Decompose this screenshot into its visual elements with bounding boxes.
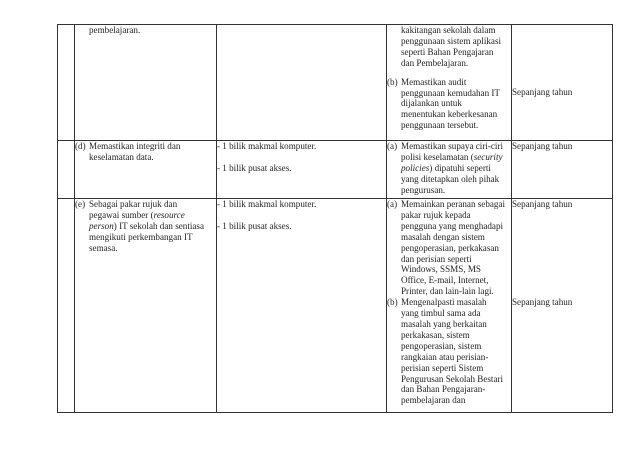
text-line: masalah dengan sistem — [401, 231, 485, 242]
text-line: menentukan keberkesanan — [401, 109, 498, 120]
resource-cell — [217, 141, 387, 199]
text-line: perkakasan, sistem — [401, 329, 470, 340]
text-line: penggunaan tersebut. — [401, 120, 479, 131]
table-row — [58, 141, 613, 199]
text-line: pembelajaran dan — [401, 395, 466, 406]
activity-item — [387, 77, 511, 132]
period-text: Sepanjang tahun — [512, 141, 573, 151]
resource-cell — [217, 199, 387, 413]
task-cell — [75, 141, 217, 199]
item-marker: (b) — [387, 76, 398, 87]
resource-line: - 1 bilik pusat akses. — [217, 162, 292, 173]
text-line: Office, E-mail, Internet, — [401, 275, 489, 286]
text-line: perisian seperti Sistem — [401, 362, 484, 373]
index-cell — [58, 25, 75, 141]
text-line: penggunaan kemudahan IT — [401, 87, 500, 98]
text-line: pembelajaran. — [89, 25, 141, 35]
text-line: Memastikan integriti dan — [89, 141, 181, 151]
text-line: pengoperasian, perkakasan — [401, 242, 499, 253]
table-row — [58, 25, 613, 141]
resource-cell — [217, 25, 387, 141]
period-cell — [512, 199, 613, 413]
text-line: semasa. — [89, 242, 118, 253]
text-line: yang ditetapkan oleh pihak — [401, 173, 500, 184]
task-cell — [75, 199, 217, 413]
text-line: polisi keselamatan (security — [401, 151, 503, 162]
text-line: seperti Bahan Pengajaran — [401, 46, 494, 57]
period-cell — [512, 25, 613, 141]
text-line: masalah yang berkaitan — [401, 318, 487, 329]
text-line: pengurusan. — [401, 184, 446, 195]
text-line: dan perisian seperti — [401, 253, 472, 264]
duty-table — [57, 24, 613, 413]
period-text: Sepanjang tahun — [512, 87, 573, 97]
text-line: dan Bahan Pengajaran- — [401, 384, 486, 395]
text-line: dijalankan untuk — [401, 98, 462, 109]
text-line: Mengenalpasti masalah — [401, 297, 487, 308]
activity-cell — [387, 25, 512, 141]
activity-item — [387, 297, 511, 406]
text-line: pengoperasian, sistem — [401, 340, 482, 351]
period-cell — [512, 141, 613, 199]
item-marker: (a) — [387, 141, 398, 151]
item-marker: (e) — [75, 199, 86, 209]
text-line: pegawai sumber (resource — [89, 209, 185, 220]
activity-item — [387, 25, 511, 69]
text-line: rangkaian atau perisian- — [401, 351, 489, 362]
resource-line: - 1 bilik pusat akses. — [217, 220, 292, 231]
text-line: pengguna yang menghadapi — [401, 220, 504, 231]
text-line: dan Pembelajaran. — [401, 57, 469, 68]
text-line: policies) dipatuhi seperti — [401, 162, 491, 173]
resource-line: - 1 bilik makmal komputer. — [217, 199, 317, 209]
text-line: Memainkan peranan sebagai — [401, 199, 506, 209]
text-line: kakitangan sekolah dalam — [401, 25, 496, 35]
activity-item — [387, 141, 511, 196]
text-line: penggunaan sistem aplikasi — [401, 35, 502, 46]
text-line: mengikuti perkembangan IT — [89, 231, 193, 242]
text-line: Memastikan audit — [401, 76, 467, 87]
text-line: Sebagai pakar rujuk dan — [89, 199, 178, 209]
text-line: Printer, dan lain-lain lagi. — [401, 286, 494, 297]
text-line: person) IT sekolah dan sentiasa — [89, 220, 205, 231]
item-marker: (a) — [387, 199, 398, 209]
activity-item — [387, 199, 511, 297]
table-row — [58, 199, 613, 413]
index-cell — [58, 141, 75, 199]
index-cell — [58, 199, 75, 413]
period-text: Sepanjang tahun — [512, 199, 573, 209]
text-line: Memastikan supaya ciri-ciri — [401, 141, 504, 151]
resource-line: - 1 bilik makmal komputer. — [217, 141, 317, 151]
text-line: Pengurusan Sekolah Bestari — [401, 373, 504, 384]
activity-cell — [387, 199, 512, 413]
period-text: Sepanjang tahun — [512, 296, 573, 307]
item-marker: (d) — [75, 141, 86, 151]
text-line: pakar rujuk kepada — [401, 209, 471, 220]
text-line: keselamatan data. — [89, 151, 154, 162]
task-cell — [75, 25, 217, 141]
activity-cell — [387, 141, 512, 199]
text-line: yang timbul sama ada — [401, 308, 481, 319]
item-marker: (b) — [387, 297, 398, 308]
text-line: Windows, SSMS, MS — [401, 264, 481, 275]
